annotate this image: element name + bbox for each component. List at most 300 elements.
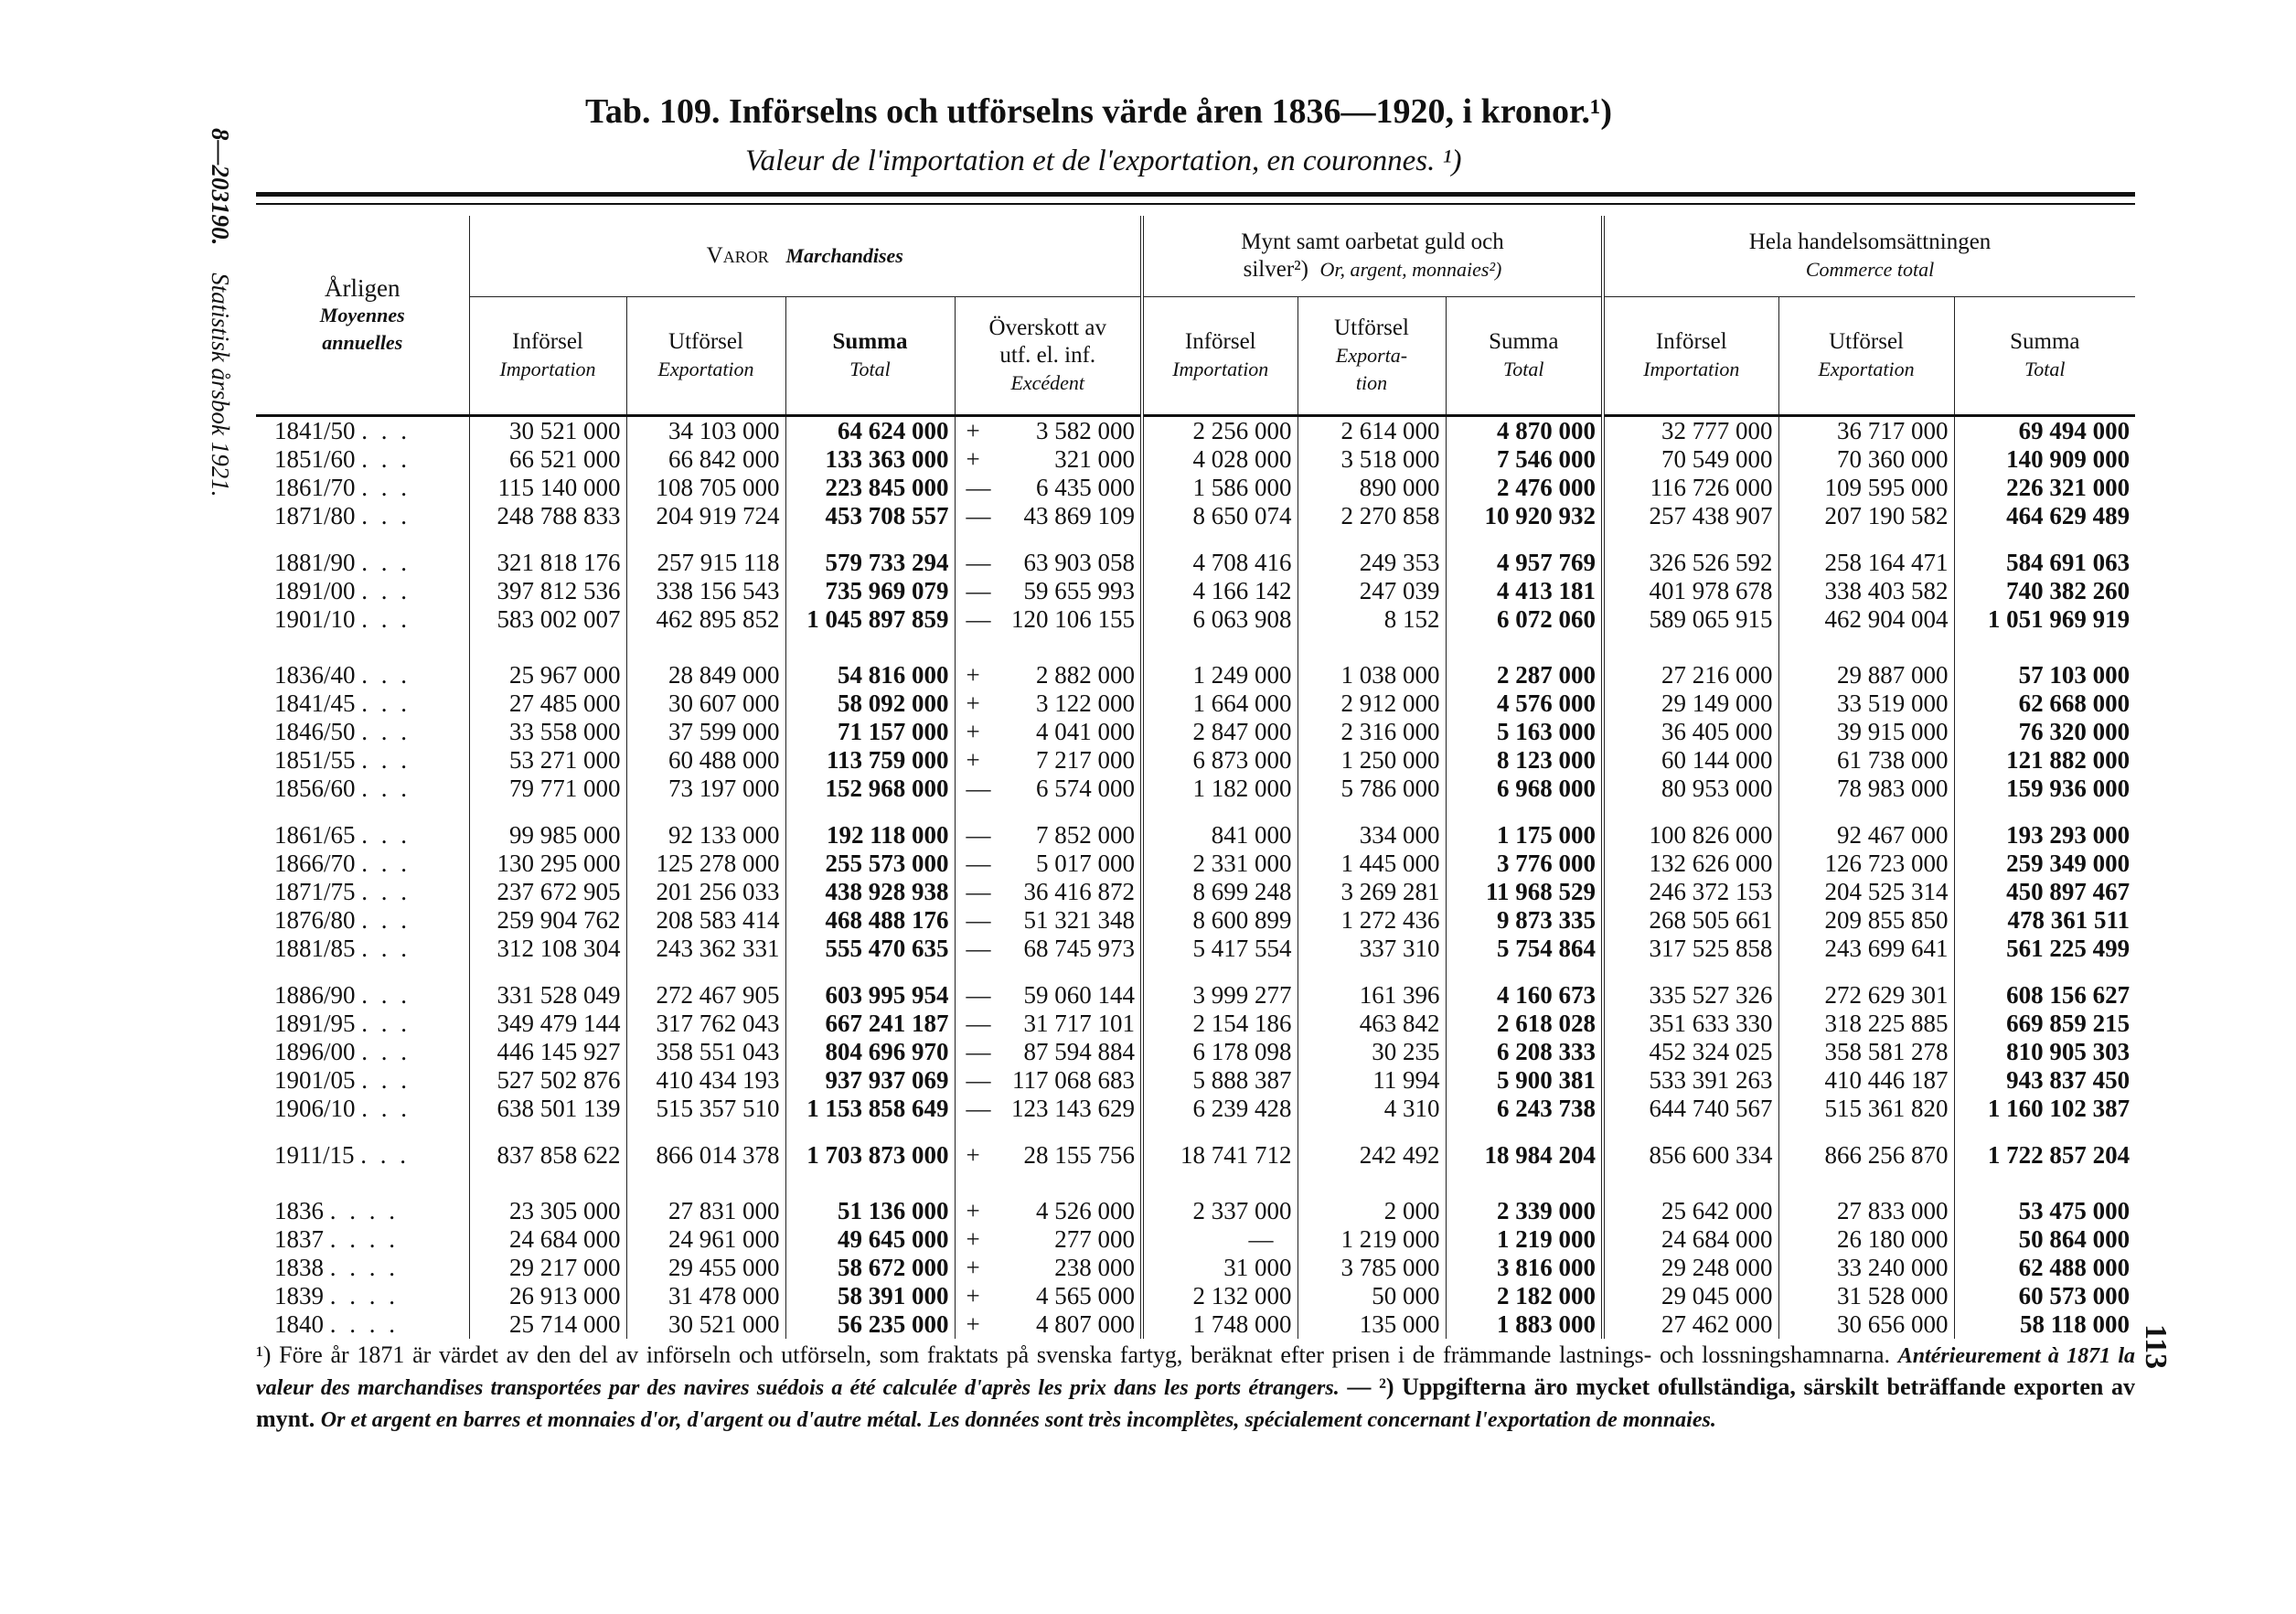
spacer-cell <box>469 1123 626 1141</box>
period-label: 1851/60 <box>274 445 356 473</box>
cell-excess <box>955 1197 1142 1225</box>
cell-m-exp: 1 250 000 <box>1298 746 1446 775</box>
header-excess-sv-1: Överskott av <box>988 315 1106 340</box>
spacer-cell <box>1142 1170 1298 1197</box>
cell-t-exp: 209 855 850 <box>1778 906 1954 935</box>
spacer-cell <box>1603 530 1778 549</box>
leader-dots: . . . <box>361 1038 411 1065</box>
table-row <box>256 1225 2135 1254</box>
cell-excess <box>955 549 1142 577</box>
period-cell <box>256 746 469 775</box>
cell-m-imp: 8 600 899 <box>1142 906 1298 935</box>
cell-v-sum: 54 816 000 <box>785 661 955 689</box>
table-row <box>256 605 2135 634</box>
spacer-cell <box>626 963 785 981</box>
cell-t-imp: 351 633 330 <box>1603 1010 1778 1038</box>
cell-m-sum: 9 873 335 <box>1446 906 1603 935</box>
cell-v-imp: 25 967 000 <box>469 661 626 689</box>
header-t-sum <box>1954 297 2135 416</box>
cell-v-sum: 1 045 897 859 <box>785 605 955 634</box>
table-row <box>256 1282 2135 1310</box>
cell-excess <box>955 1310 1142 1339</box>
cell-m-exp: 5 786 000 <box>1298 775 1446 803</box>
cell-v-imp: 130 295 000 <box>469 850 626 878</box>
spacer-cell <box>955 530 1142 549</box>
cell-t-exp: 515 361 820 <box>1778 1095 1954 1123</box>
cell-excess <box>955 821 1142 850</box>
leader-dots: . . . <box>361 474 411 501</box>
source-title: Statistisk årsbok 1921. <box>207 273 234 497</box>
cell-t-sum: 259 349 000 <box>1954 850 2135 878</box>
spacer-cell <box>469 963 626 981</box>
table-row <box>256 850 2135 878</box>
cell-t-exp: 866 256 870 <box>1778 1141 1954 1170</box>
header-t-exp-sv: Utförsel <box>1829 329 1904 354</box>
cell-v-imp: 99 985 000 <box>469 821 626 850</box>
leader-dots: . . . <box>361 935 411 962</box>
cell-t-imp: 29 248 000 <box>1603 1254 1778 1282</box>
cell-m-sum: 6 208 333 <box>1446 1038 1603 1066</box>
header-m-sum <box>1446 297 1603 416</box>
cell-m-exp: 135 000 <box>1298 1310 1446 1339</box>
excess-value: 28 155 756 <box>1023 1141 1135 1169</box>
cell-v-sum: 51 136 000 <box>785 1197 955 1225</box>
cell-m-exp: 1 219 000 <box>1298 1225 1446 1254</box>
excess-value: 238 000 <box>1054 1254 1135 1281</box>
cell-m-exp: 161 396 <box>1298 981 1446 1010</box>
cell-v-imp: 312 108 304 <box>469 935 626 963</box>
cell-v-imp: 527 502 876 <box>469 1066 626 1095</box>
spacer-cell <box>256 530 469 549</box>
cell-excess <box>955 1010 1142 1038</box>
header-v-imp-fr: Importation <box>499 358 596 380</box>
excess-value: 277 000 <box>1054 1225 1135 1253</box>
period-label: 1861/65 <box>274 821 356 849</box>
cell-t-sum: 62 668 000 <box>1954 689 2135 718</box>
cell-m-exp: 242 492 <box>1298 1141 1446 1170</box>
cell-t-imp: 326 526 592 <box>1603 549 1778 577</box>
cell-m-sum: 6 968 000 <box>1446 775 1603 803</box>
cell-v-sum: 58 391 000 <box>785 1282 955 1310</box>
cell-m-exp: 3 518 000 <box>1298 445 1446 474</box>
table-row <box>256 878 2135 906</box>
header-m-exp-fr-1: Exporta- <box>1335 344 1408 367</box>
cell-t-exp: 39 915 000 <box>1778 718 1954 746</box>
cell-v-sum: 735 969 079 <box>785 577 955 605</box>
cell-m-imp: 6 063 908 <box>1142 605 1298 634</box>
header-m-sum-fr: Total <box>1503 358 1544 380</box>
cell-v-imp: 29 217 000 <box>469 1254 626 1282</box>
cell-m-exp: 2 614 000 <box>1298 416 1446 446</box>
cell-m-sum: 5 900 381 <box>1446 1066 1603 1095</box>
cell-t-sum: 76 320 000 <box>1954 718 2135 746</box>
period-label: 1901/05 <box>274 1066 356 1094</box>
spacer-cell <box>1603 1123 1778 1141</box>
cell-excess <box>955 981 1142 1010</box>
cell-v-imp: 321 818 176 <box>469 549 626 577</box>
cell-excess <box>955 474 1142 502</box>
excess-sign: — <box>966 1066 991 1094</box>
period-cell <box>256 661 469 689</box>
cell-excess <box>955 878 1142 906</box>
cell-m-imp: 6 239 428 <box>1142 1095 1298 1123</box>
cell-t-sum: 1 051 969 919 <box>1954 605 2135 634</box>
cell-t-sum: 62 488 000 <box>1954 1254 2135 1282</box>
cell-m-sum: 3 816 000 <box>1446 1254 1603 1282</box>
cell-t-imp: 32 777 000 <box>1603 416 1778 446</box>
excess-value: 6 435 000 <box>1036 474 1135 501</box>
header-v-exp-fr: Exportation <box>657 358 754 380</box>
header-period-sv: Årligen <box>325 273 400 302</box>
period-label: 1871/80 <box>274 502 356 529</box>
cell-v-sum: 152 968 000 <box>785 775 955 803</box>
period-cell <box>256 689 469 718</box>
period-label: 1846/50 <box>274 718 356 745</box>
spacer-cell <box>955 803 1142 821</box>
cell-t-exp: 26 180 000 <box>1778 1225 1954 1254</box>
leader-dots: . . . <box>361 417 411 444</box>
excess-sign: + <box>966 445 980 473</box>
period-label: 1851/55 <box>274 746 356 774</box>
leader-dots: . . . <box>361 981 411 1009</box>
leader-dots: . . . <box>361 1010 411 1037</box>
period-cell <box>256 1282 469 1310</box>
excess-sign: — <box>966 605 991 633</box>
cell-m-sum: 4 957 769 <box>1446 549 1603 577</box>
period-cell <box>256 1010 469 1038</box>
cell-excess <box>955 577 1142 605</box>
period-label: 1906/10 <box>274 1095 356 1122</box>
period-label: 1837 <box>274 1225 324 1253</box>
spacer-cell <box>1778 634 1954 661</box>
footnotes <box>256 1340 2135 1436</box>
cell-t-exp: 462 904 004 <box>1778 605 1954 634</box>
header-hela-fr: Commerce total <box>1805 258 1935 281</box>
cell-v-sum: 113 759 000 <box>785 746 955 775</box>
cell-m-imp: 18 741 712 <box>1142 1141 1298 1170</box>
cell-v-sum: 56 235 000 <box>785 1310 955 1339</box>
leader-dots: . . . <box>361 718 411 745</box>
cell-m-imp: 2 154 186 <box>1142 1010 1298 1038</box>
leader-dots: . . . <box>361 502 411 529</box>
cell-t-imp: 644 740 567 <box>1603 1095 1778 1123</box>
header-excess-fr: Excédent <box>1010 371 1085 394</box>
cell-v-imp: 30 521 000 <box>469 416 626 446</box>
spacer-cell <box>1142 634 1298 661</box>
excess-sign: — <box>966 906 991 934</box>
cell-m-imp: 5 417 554 <box>1142 935 1298 963</box>
cell-excess <box>955 850 1142 878</box>
spacer-cell <box>1603 803 1778 821</box>
cell-m-imp: 4 166 142 <box>1142 577 1298 605</box>
row-spacer <box>256 963 2135 981</box>
cell-m-imp: 4 028 000 <box>1142 445 1298 474</box>
cell-m-sum: 6 072 060 <box>1446 605 1603 634</box>
excess-sign: — <box>966 821 991 849</box>
cell-m-sum: 4 576 000 <box>1446 689 1603 718</box>
table-row <box>256 689 2135 718</box>
excess-sign: — <box>966 981 991 1009</box>
cell-t-imp: 60 144 000 <box>1603 746 1778 775</box>
cell-t-imp: 27 216 000 <box>1603 661 1778 689</box>
cell-v-sum: 1 153 858 649 <box>785 1095 955 1123</box>
cell-v-sum: 555 470 635 <box>785 935 955 963</box>
table-row <box>256 981 2135 1010</box>
spacer-cell <box>785 803 955 821</box>
footnote-2-fr: Or et argent en barres et monnaies d'or, d'argent ou d'autre métal. Les données sont très incomplètes, spécialement concernant l'exportation de monnaies. <box>320 1408 1716 1432</box>
period-label: 1891/00 <box>274 577 356 604</box>
cell-t-exp: 258 164 471 <box>1778 549 1954 577</box>
cell-v-sum: 937 937 069 <box>785 1066 955 1095</box>
table-subtitle: Valeur de l'importation et de l'exportation, en couronnes. ¹) <box>745 144 1462 177</box>
leader-dots: . . . <box>360 1141 410 1169</box>
excess-value: 68 745 973 <box>1023 935 1135 962</box>
spacer-cell <box>1778 1123 1954 1141</box>
cell-v-exp: 410 434 193 <box>626 1066 785 1095</box>
cell-v-imp: 237 672 905 <box>469 878 626 906</box>
excess-sign: — <box>966 850 991 877</box>
cell-m-imp: 6 178 098 <box>1142 1038 1298 1066</box>
spacer-cell <box>1778 803 1954 821</box>
cell-m-imp: 1 748 000 <box>1142 1310 1298 1339</box>
period-cell <box>256 906 469 935</box>
period-cell <box>256 935 469 963</box>
excess-value: 4 565 000 <box>1036 1282 1135 1309</box>
cell-v-sum: 453 708 557 <box>785 502 955 530</box>
cell-v-imp: 33 558 000 <box>469 718 626 746</box>
cell-v-imp: 349 479 144 <box>469 1010 626 1038</box>
cell-v-sum: 804 696 970 <box>785 1038 955 1066</box>
table-row <box>256 1066 2135 1095</box>
spacer-cell <box>626 803 785 821</box>
footnote-2-sv: — ²) Uppgifterna äro mycket ofullständiga, särskilt beträffande exporten av mynt. <box>256 1374 2136 1432</box>
excess-value: 123 143 629 <box>1011 1095 1135 1122</box>
header-t-sum-fr: Total <box>2024 358 2066 380</box>
table-row <box>256 935 2135 963</box>
spacer-cell <box>1954 1170 2135 1197</box>
leader-dots: . . . <box>361 850 411 877</box>
cell-m-imp: 2 256 000 <box>1142 416 1298 446</box>
period-cell <box>256 416 469 446</box>
cell-t-sum: 226 321 000 <box>1954 474 2135 502</box>
cell-v-exp: 866 014 378 <box>626 1141 785 1170</box>
period-cell <box>256 1095 469 1123</box>
excess-sign: + <box>966 718 980 745</box>
cell-t-sum: 69 494 000 <box>1954 416 2135 446</box>
cell-v-sum: 223 845 000 <box>785 474 955 502</box>
footnote-text <box>256 1340 2135 1436</box>
cell-m-imp: 1 586 000 <box>1142 474 1298 502</box>
page-number <box>2140 1324 2176 1397</box>
cell-t-imp: 257 438 907 <box>1603 502 1778 530</box>
leader-dots: . . . . <box>329 1197 399 1224</box>
header-t-imp <box>1603 297 1778 416</box>
cell-excess <box>955 906 1142 935</box>
cell-m-exp: 334 000 <box>1298 821 1446 850</box>
cell-t-imp: 27 462 000 <box>1603 1310 1778 1339</box>
cell-v-imp: 248 788 833 <box>469 502 626 530</box>
cell-m-exp: 1 272 436 <box>1298 906 1446 935</box>
cell-v-imp: 66 521 000 <box>469 445 626 474</box>
cell-m-exp: 1 038 000 <box>1298 661 1446 689</box>
period-label: 1901/10 <box>274 605 356 633</box>
table-row <box>256 474 2135 502</box>
cell-v-exp: 37 599 000 <box>626 718 785 746</box>
cell-t-exp: 358 581 278 <box>1778 1038 1954 1066</box>
excess-sign: — <box>966 1095 991 1122</box>
spacer-cell <box>256 634 469 661</box>
cell-t-imp: 24 684 000 <box>1603 1225 1778 1254</box>
cell-t-imp: 70 549 000 <box>1603 445 1778 474</box>
spacer-cell <box>785 530 955 549</box>
cell-m-imp: 841 000 <box>1142 821 1298 850</box>
period-cell <box>256 549 469 577</box>
excess-value: 120 106 155 <box>1011 605 1135 633</box>
excess-value: 6 574 000 <box>1036 775 1135 802</box>
spacer-cell <box>1954 530 2135 549</box>
spacer-cell <box>1298 1123 1446 1141</box>
cell-t-exp: 29 887 000 <box>1778 661 1954 689</box>
cell-v-exp: 60 488 000 <box>626 746 785 775</box>
period-cell <box>256 1141 469 1170</box>
cell-t-sum: 1 722 857 204 <box>1954 1141 2135 1170</box>
table-row <box>256 906 2135 935</box>
leader-dots: . . . . <box>329 1310 399 1338</box>
header-m-imp-sv: Införsel <box>1184 329 1256 354</box>
cell-v-exp: 31 478 000 <box>626 1282 785 1310</box>
excess-sign: + <box>966 746 980 774</box>
cell-m-exp: 247 039 <box>1298 577 1446 605</box>
spacer-cell <box>626 634 785 661</box>
excess-value: 7 852 000 <box>1036 821 1135 849</box>
top-rule <box>256 192 2135 197</box>
cell-v-imp: 837 858 622 <box>469 1141 626 1170</box>
cell-excess <box>955 1141 1142 1170</box>
cell-t-sum: 810 905 303 <box>1954 1038 2135 1066</box>
cell-v-exp: 29 455 000 <box>626 1254 785 1282</box>
cell-t-sum: 943 837 450 <box>1954 1066 2135 1095</box>
leader-dots: . . . <box>361 577 411 604</box>
excess-value: 3 122 000 <box>1036 689 1135 717</box>
cell-v-imp: 397 812 536 <box>469 577 626 605</box>
period-cell <box>256 1038 469 1066</box>
header-v-imp <box>469 297 626 416</box>
spacer-cell <box>1778 1170 1954 1197</box>
spacer-cell <box>1142 803 1298 821</box>
cell-m-exp: 337 310 <box>1298 935 1446 963</box>
header-m-imp-fr: Importation <box>1172 358 1269 380</box>
period-cell <box>256 718 469 746</box>
cell-m-imp: 5 888 387 <box>1142 1066 1298 1095</box>
period-cell <box>256 605 469 634</box>
period-cell <box>256 981 469 1010</box>
table-row <box>256 1038 2135 1066</box>
cell-m-exp: 8 152 <box>1298 605 1446 634</box>
spacer-cell <box>1954 634 2135 661</box>
cell-m-sum: 4 870 000 <box>1446 416 1603 446</box>
cell-t-imp: 25 642 000 <box>1603 1197 1778 1225</box>
cell-v-sum: 49 645 000 <box>785 1225 955 1254</box>
cell-m-sum: 4 160 673 <box>1446 981 1603 1010</box>
cell-m-exp: 30 235 <box>1298 1038 1446 1066</box>
excess-sign: + <box>966 1254 980 1281</box>
spacer-cell <box>469 530 626 549</box>
cell-excess <box>955 689 1142 718</box>
excess-sign: + <box>966 689 980 717</box>
cell-m-exp: 11 994 <box>1298 1066 1446 1095</box>
period-cell <box>256 775 469 803</box>
cell-m-sum: 7 546 000 <box>1446 445 1603 474</box>
leader-dots: . . . <box>361 689 411 717</box>
period-label: 1886/90 <box>274 981 356 1009</box>
cell-m-imp: 4 708 416 <box>1142 549 1298 577</box>
cell-t-exp: 243 699 641 <box>1778 935 1954 963</box>
cell-v-exp: 515 357 510 <box>626 1095 785 1123</box>
excess-sign: — <box>966 775 991 802</box>
leader-dots: . . . <box>361 661 411 689</box>
header-m-imp <box>1142 297 1298 416</box>
period-label: 1871/75 <box>274 878 356 905</box>
header-mynt-sv-2: silver²) <box>1243 257 1308 282</box>
excess-sign: — <box>966 935 991 962</box>
cell-m-sum: 11 968 529 <box>1446 878 1603 906</box>
period-cell <box>256 878 469 906</box>
excess-value: 4 807 000 <box>1036 1310 1135 1338</box>
excess-value: 4 526 000 <box>1036 1197 1135 1224</box>
excess-value: 7 217 000 <box>1036 746 1135 774</box>
spacer-cell <box>1446 963 1603 981</box>
cell-t-imp: 401 978 678 <box>1603 577 1778 605</box>
cell-m-exp: 2 270 858 <box>1298 502 1446 530</box>
cell-m-imp: 2 847 000 <box>1142 718 1298 746</box>
cell-m-imp: 2 331 000 <box>1142 850 1298 878</box>
cell-v-exp: 108 705 000 <box>626 474 785 502</box>
cell-v-imp: 23 305 000 <box>469 1197 626 1225</box>
cell-t-sum: 584 691 063 <box>1954 549 2135 577</box>
excess-sign: + <box>966 1282 980 1309</box>
cell-t-exp: 70 360 000 <box>1778 445 1954 474</box>
cell-m-sum: 6 243 738 <box>1446 1095 1603 1123</box>
leader-dots: . . . <box>361 1066 411 1094</box>
spacer-cell <box>1603 634 1778 661</box>
leader-dots: . . . <box>361 878 411 905</box>
table-body <box>256 416 2135 1340</box>
spacer-cell <box>256 1170 469 1197</box>
spacer-cell <box>1298 1170 1446 1197</box>
cell-m-exp: 50 000 <box>1298 1282 1446 1310</box>
cell-t-sum: 450 897 467 <box>1954 878 2135 906</box>
excess-sign: — <box>966 577 991 604</box>
cell-excess <box>955 718 1142 746</box>
excess-sign: — <box>966 1038 991 1065</box>
cell-v-imp: 115 140 000 <box>469 474 626 502</box>
spacer-cell <box>1298 963 1446 981</box>
period-cell <box>256 1254 469 1282</box>
leader-dots: . . . <box>361 821 411 849</box>
spacer-cell <box>1778 963 1954 981</box>
cell-v-imp: 53 271 000 <box>469 746 626 775</box>
header-period-fr-1: Moyennes <box>319 303 405 326</box>
header-excess-sv-2: utf. el. inf. <box>999 343 1096 368</box>
cell-t-exp: 318 225 885 <box>1778 1010 1954 1038</box>
cell-m-exp: 2 000 <box>1298 1197 1446 1225</box>
spacer-cell <box>1954 963 2135 981</box>
cell-m-sum: 1 219 000 <box>1446 1225 1603 1254</box>
cell-excess <box>955 661 1142 689</box>
cell-m-exp: 3 785 000 <box>1298 1254 1446 1282</box>
cell-m-imp: 1 249 000 <box>1142 661 1298 689</box>
spacer-cell <box>1446 1123 1603 1141</box>
